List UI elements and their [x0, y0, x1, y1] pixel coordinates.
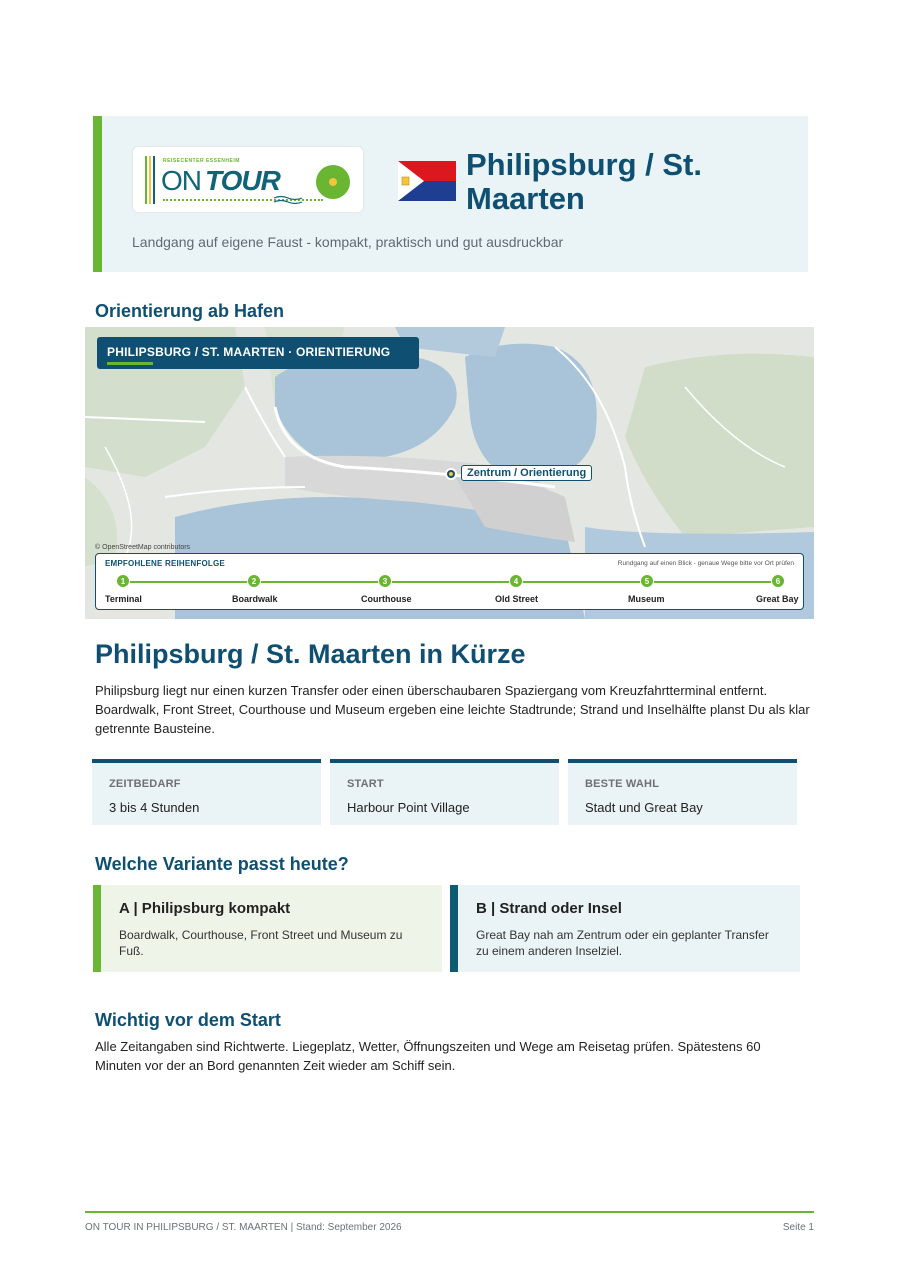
fact-card-label: START	[347, 778, 384, 790]
orientation-map[interactable]	[85, 327, 814, 619]
route-stop-3-marker: 3	[378, 574, 392, 588]
map-title-bar: PHILIPSBURG / ST. MAARTEN · ORIENTIERUNG	[97, 337, 419, 369]
page-number: Seite 1	[782, 1222, 814, 1233]
summary-intro: Philipsburg liegt nur einen kurzen Transfer oder einen überschaubaren Spaziergang vom Kreuzfahrtterminal entfernt. Boardwalk, Front Street, Courthouse und Museum ergeben eine leichte Stadtrunde; Strand und Inselhälfte planst Du als klar getrennte Bausteine.	[95, 683, 810, 736]
fact-card-value: Stadt und Great Bay	[585, 800, 703, 815]
variant-a-title: A | Philipsburg kompakt	[119, 900, 291, 917]
map-section-heading: Orientierung ab Hafen	[95, 301, 285, 321]
variant-b-card	[450, 885, 800, 972]
route-note: Rundgang auf einen Blick - genaue Wege bitte vor Ort prüfen	[617, 560, 794, 567]
route-stop-6-label: Great Bay	[756, 594, 799, 604]
fact-card-best-choice	[568, 759, 797, 825]
route-stop-3-label: Courthouse	[361, 594, 412, 604]
route-stop-5-label: Museum	[628, 594, 665, 604]
variants-heading: Welche Variante passt heute?	[95, 854, 349, 874]
variant-b-text: Great Bay nah am Zentrum oder ein geplanter Transfer zu einem anderen Inselziel.	[476, 928, 769, 958]
map-pin-icon[interactable]	[445, 468, 457, 480]
logo-small-text: REISECENTER ESSENHEIM	[163, 158, 240, 164]
route-stop-4-label: Old Street	[495, 594, 539, 604]
route-line	[123, 581, 778, 583]
logo-wave-icon	[273, 195, 303, 205]
fact-card-time	[92, 759, 321, 825]
logo-pin-icon	[316, 165, 350, 199]
route-stop-6-marker: 6	[771, 574, 785, 588]
route-stop-4-marker: 4	[509, 574, 523, 588]
important-text: Alle Zeitangaben sind Richtwerte. Liegeplatz, Wetter, Öffnungszeiten und Wege am Reisetag prüfen. Spätestens 60 Minuten vor der an Bord genannten Zeit wieder am Schiff sein.	[95, 1039, 761, 1073]
on-tour-logo	[132, 146, 364, 213]
variant-b-title: B | Strand oder Insel	[476, 900, 622, 917]
map-credit[interactable]: © OpenStreetMap contributors	[95, 544, 191, 551]
footer-divider	[85, 1211, 814, 1213]
fact-card-value: 3 bis 4 Stunden	[109, 800, 200, 815]
page-header	[93, 116, 808, 272]
logo-on-text: ON	[161, 165, 201, 196]
page-title: Philipsburg / St. Maarten	[466, 147, 702, 216]
route-title: EMPFOHLENE REIHENFOLGE	[105, 559, 225, 568]
fact-card-start	[330, 759, 559, 825]
fact-card-value: Harbour Point Village	[347, 800, 470, 815]
route-stop-5-marker: 5	[640, 574, 654, 588]
route-stop-1-label: Terminal	[105, 594, 142, 604]
important-heading: Wichtig vor dem Start	[95, 1010, 281, 1030]
summary-heading: Philipsburg / St. Maarten in Kürze	[95, 639, 526, 669]
variant-a-card	[93, 885, 442, 972]
fact-card-label: ZEITBEDARF	[109, 778, 181, 790]
logo-tour-text: TOUR	[205, 165, 280, 196]
route-stop-2-marker: 2	[247, 574, 261, 588]
variant-a-text: Boardwalk, Courthouse, Front Street und Museum zu Fuß.	[119, 928, 403, 958]
footer-left-text: ON TOUR IN PHILIPSBURG / ST. MAARTEN | Stand: September 2026	[85, 1222, 402, 1233]
route-panel	[95, 553, 804, 610]
page-tagline: Landgang auf eigene Faust - kompakt, praktisch und gut ausdruckbar	[132, 234, 564, 250]
sint-maarten-flag-icon	[398, 161, 456, 201]
route-stop-2-label: Boardwalk	[232, 594, 278, 604]
map-marker-label: Zentrum / Orientierung	[461, 465, 592, 481]
logo-bars-icon	[145, 156, 157, 204]
route-stop-1-marker: 1	[116, 574, 130, 588]
fact-card-label: BESTE WAHL	[585, 778, 660, 790]
